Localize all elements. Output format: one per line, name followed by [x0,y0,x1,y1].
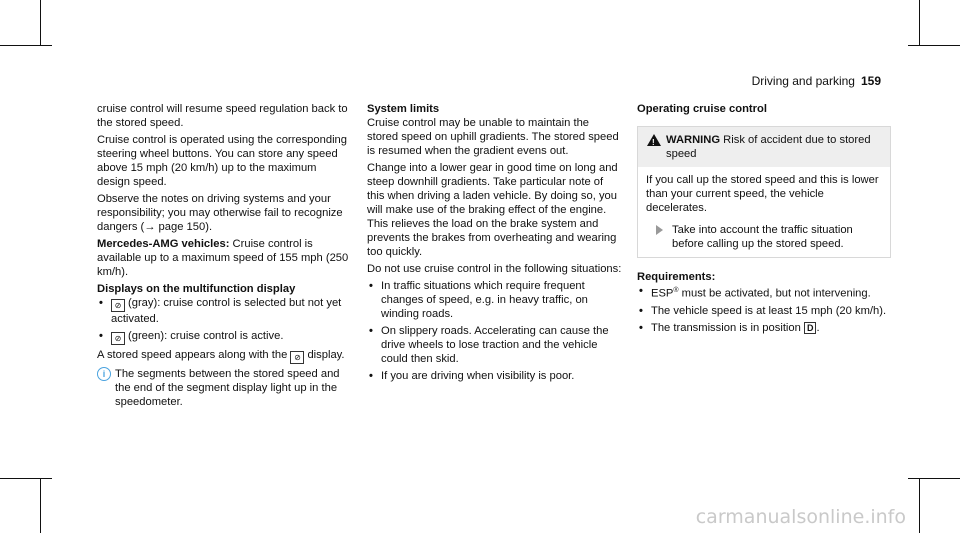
crop-mark [0,478,52,479]
crop-mark [40,478,41,533]
info-note [97,367,351,409]
list-item-text: The transmission is in position [651,321,801,334]
cruise-control-icon: ⊘ [111,332,125,345]
page-header [752,74,881,88]
cruise-control-icon: ⊘ [111,299,125,312]
watermark: carmanualsonline.info [695,506,906,528]
warning-box [637,126,891,258]
crop-mark [919,0,920,46]
column-1 [97,102,351,409]
list-item-text: ESP [651,287,674,300]
crop-mark [908,45,960,46]
paragraph: Cruise control may be unable to maintain the stored speed on uphill gradients. The stored speed is resumed when the gradient evens out. [367,117,619,157]
action-item [646,223,882,251]
list-item: • On slippery roads. Accelerating can cause the drive wheels to lose traction and the vehicle could then skid. [369,325,609,365]
info-text: The segments between the stored speed and the end of the segment display light up in the speedometer. [115,368,340,408]
paragraph [97,192,351,234]
crop-mark [0,45,52,46]
list-item: • The vehicle speed is at least 15 mph (20 km/h). [639,304,887,317]
registered-mark: ® [673,287,679,294]
display-list [97,296,351,345]
gear-d-icon: D [804,322,817,334]
crop-mark [40,0,41,46]
paragraph [97,348,351,364]
paragraph: Change into a lower gear in good time on long and steep downhill gradients. Take particular note of this when driving a laden vehicle. By doing so, you will make use of the braking effect of the engine. This relieves the load on the brake system and prevents the brakes from overheating and wearing too quickly. [367,162,618,258]
page-number: 159 [860,74,881,88]
column-3 [637,102,891,338]
warning-text: If you call up the stored speed and this is lower than your current speed, the vehicle decelerates. [646,174,879,214]
paragraph [97,237,351,279]
action-arrow-icon [656,225,663,235]
paragraph: cruise control will resume speed regulation back to the stored speed. [97,103,348,129]
crop-mark [919,478,920,533]
list-item: • In traffic situations which require frequent changes of speed, e.g. in heavy traffic, on winding roads. [369,280,588,320]
warning-triangle-icon: ! [647,134,661,146]
operating-heading: Operating cruise control [637,103,767,115]
warning-header [638,127,890,167]
list-item: • If you are driving when visibility is poor. [369,370,575,382]
crop-mark [908,478,960,479]
list-item-text: The vehicle speed is at least 15 mph (20 km/h). [651,304,887,317]
warning-label: WARNING [666,134,721,146]
list-item: • ESP® must be activated, but not intervening. [639,285,871,300]
requirements-list [637,284,891,335]
cruise-control-icon: ⊘ [290,351,304,364]
system-limits-heading: System limits [367,103,440,115]
section-title: Driving and parking [751,74,855,88]
paragraph: Do not use cruise control in the following situations: [367,263,622,275]
info-icon: i [97,367,111,381]
warning-title: Risk of accident due to stored speed [666,134,871,160]
list-item-text: must be activated, but not intervening. [678,287,871,300]
display-heading: Displays on the multifunction display [97,283,296,295]
list-item: • ⊘ (gray): cruise control is selected but not yet activated. [99,297,342,325]
list-item: • ⊘ (green): cruise control is active. [99,330,284,343]
limits-list [367,279,623,383]
requirements-heading: Requirements: [637,271,716,283]
amg-label: Mercedes-AMG vehicles: [97,238,230,250]
column-2 [367,102,623,386]
paragraph: Cruise control is operated using the corresponding steering wheel buttons. You can store any speed above 15 mph (20 km/h) up to the maximum design speed. [97,134,347,188]
paragraph-text: A stored speed appears along with the [97,349,288,361]
list-item-text: In traffic situations which require frequent changes of speed, e.g. in heavy traffic, on winding roads. [381,280,588,320]
list-item-text: (gray): cruise control is selected but not yet activated. [111,297,342,325]
amg-text: Cruise control is available up to a maximum speed of 155 mph (250 km/h). [97,238,349,278]
action-text: Take into account the traffic situation before calling up the stored speed. [672,224,853,250]
list-item-text: (green): cruise control is active. [128,330,284,342]
list-item-text: If you are driving when visibility is poor. [381,370,575,382]
list-item: • The transmission is in position D . [639,321,820,334]
list-item-text: On slippery roads. Accelerating can cause the drive wheels to lose traction and the vehicle could then skid. [381,325,609,365]
paragraph-text: display. [307,349,345,361]
paragraph-text: Observe the notes on driving systems and your responsibility; you may otherwise fail to recognize dangers (→ page 150). [97,193,343,233]
warning-body [638,167,890,257]
